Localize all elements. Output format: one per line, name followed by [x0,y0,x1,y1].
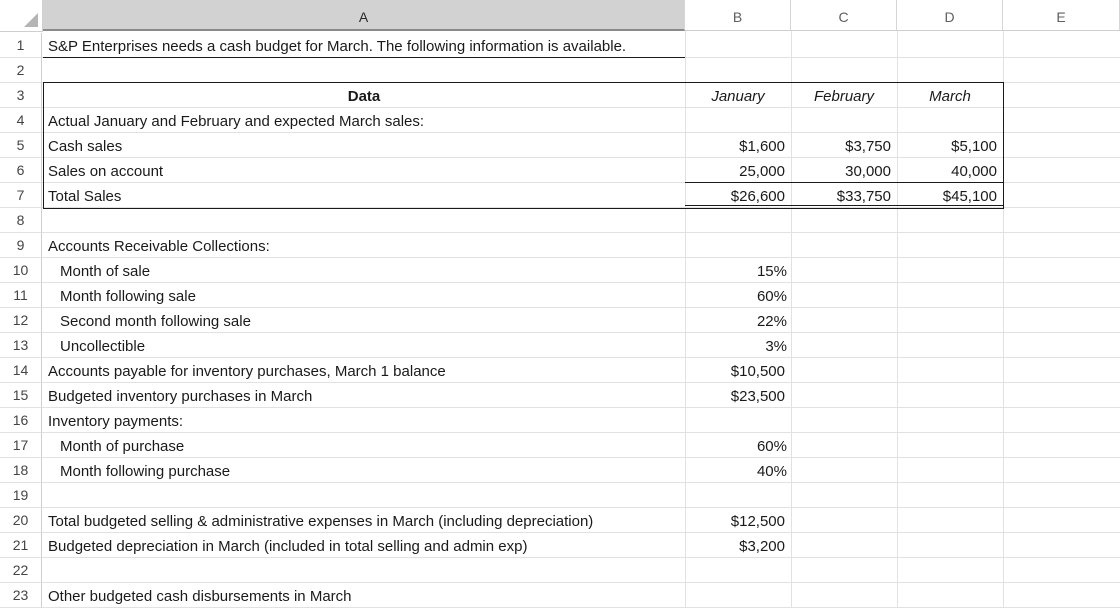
cell-a18-month-following-purchase[interactable]: Month following purchase [60,463,231,480]
row-header-9[interactable]: 9 [0,233,42,258]
cell-b18-month-following-purchase-pct[interactable]: 40% [756,463,787,480]
row-header-5[interactable]: 5 [0,133,42,158]
row-header-11[interactable]: 11 [0,283,42,308]
cell-b12-second-month-pct[interactable]: 22% [756,313,787,330]
row-header-2[interactable]: 2 [0,58,42,83]
row-header-4[interactable]: 4 [0,108,42,133]
cell-a11-month-following-sale[interactable]: Month following sale [60,288,196,305]
column-header-d[interactable]: D [897,0,1003,31]
cell-b15-purchases-value[interactable]: $23,500 [730,388,785,405]
column-header-a[interactable]: A [43,0,685,31]
cell-b20-sga-value[interactable]: $12,500 [730,513,785,530]
cell-b5-cash-jan[interactable]: $1,600 [739,138,785,155]
cell-c5-cash-feb[interactable]: $3,750 [845,138,891,155]
row-header-16[interactable]: 16 [0,408,42,433]
cell-b13-uncollectible-pct[interactable]: 3% [765,338,787,355]
row-header-6[interactable]: 6 [0,158,42,183]
row-header-7[interactable]: 7 [0,183,42,208]
cell-d3-march[interactable]: March [929,88,971,105]
cell-a1-title[interactable]: S&P Enterprises needs a cash budget for March. The following information is available. [48,38,627,55]
row-header-8[interactable]: 8 [0,208,42,233]
select-all-triangle-icon [24,13,38,27]
cell-a15-purchases-label[interactable]: Budgeted inventory purchases in March [48,388,313,405]
cell-b11-month-following-pct[interactable]: 60% [756,288,787,305]
row-header-20[interactable]: 20 [0,508,42,533]
column-header-b[interactable]: B [685,0,791,31]
cell-b21-depreciation-value[interactable]: $3,200 [739,538,785,555]
row-header-13[interactable]: 13 [0,333,42,358]
cell-a14-ap-label[interactable]: Accounts payable for inventory purchases, March 1 balance [48,363,446,380]
cell-a10-month-of-sale[interactable]: Month of sale [60,263,151,280]
row-header-3[interactable]: 3 [0,83,42,108]
cell-a6-account-label[interactable]: Sales on account [48,163,164,180]
cell-a20-sga-label[interactable]: Total budgeted selling & administrative expenses in March (including depreciation) [48,513,594,530]
row-header-19[interactable]: 19 [0,483,42,508]
cell-a9-ar-heading[interactable]: Accounts Receivable Collections: [48,238,270,255]
cell-b14-ap-value[interactable]: $10,500 [730,363,785,380]
row-header-17[interactable]: 17 [0,433,42,458]
cell-a13-uncollectible[interactable]: Uncollectible [60,338,146,355]
cell-a3-data-header[interactable]: Data [347,88,381,105]
row-header-21[interactable]: 21 [0,533,42,558]
row-header-1[interactable]: 1 [0,33,42,58]
cell-a7-total-label[interactable]: Total Sales [48,188,122,205]
cell-b7-total-jan[interactable]: $26,600 [730,188,785,205]
cell-a4-sales-heading[interactable]: Actual January and February and expected March sales: [48,113,425,130]
row-header-23[interactable]: 23 [0,583,42,608]
row-header-18[interactable]: 18 [0,458,42,483]
cell-a5-cash-sales-label[interactable]: Cash sales [48,138,123,155]
cell-c7-total-feb[interactable]: $33,750 [836,188,891,205]
cell-a21-depreciation-label[interactable]: Budgeted depreciation in March (included in total selling and admin exp) [48,538,528,555]
select-all-corner[interactable] [0,0,43,32]
gridline [1003,31,1004,608]
cell-c6-account-feb[interactable]: 30,000 [845,163,891,180]
row-header-10[interactable]: 10 [0,258,42,283]
cell-d5-cash-mar[interactable]: $5,100 [951,138,997,155]
cell-d6-account-mar[interactable]: 40,000 [951,163,997,180]
column-header-c[interactable]: C [791,0,897,31]
cell-a12-second-month-following[interactable]: Second month following sale [60,313,251,330]
gridline [42,432,1120,433]
cell-b6-account-jan[interactable]: 25,000 [739,163,785,180]
cell-b3-january[interactable]: January [711,88,765,105]
row-header-22[interactable]: 22 [0,558,42,583]
cell-c3-february[interactable]: February [813,88,875,105]
cell-d7-total-mar[interactable]: $45,100 [942,188,997,205]
cell-b10-month-of-sale-pct[interactable]: 15% [756,263,787,280]
row-header-15[interactable]: 15 [0,383,42,408]
gridline [791,31,792,608]
cell-a17-month-of-purchase[interactable]: Month of purchase [60,438,185,455]
row-header-12[interactable]: 12 [0,308,42,333]
row-header-14[interactable]: 14 [0,358,42,383]
gridline [42,282,1120,283]
cell-a23-other-disbursements-label[interactable]: Other budgeted cash disbursements in March [48,588,352,605]
gridline [897,31,898,608]
column-header-e[interactable]: E [1003,0,1120,31]
cell-b17-month-of-purchase-pct[interactable]: 60% [756,438,787,455]
cell-a16-inventory-heading[interactable]: Inventory payments: [48,413,184,430]
